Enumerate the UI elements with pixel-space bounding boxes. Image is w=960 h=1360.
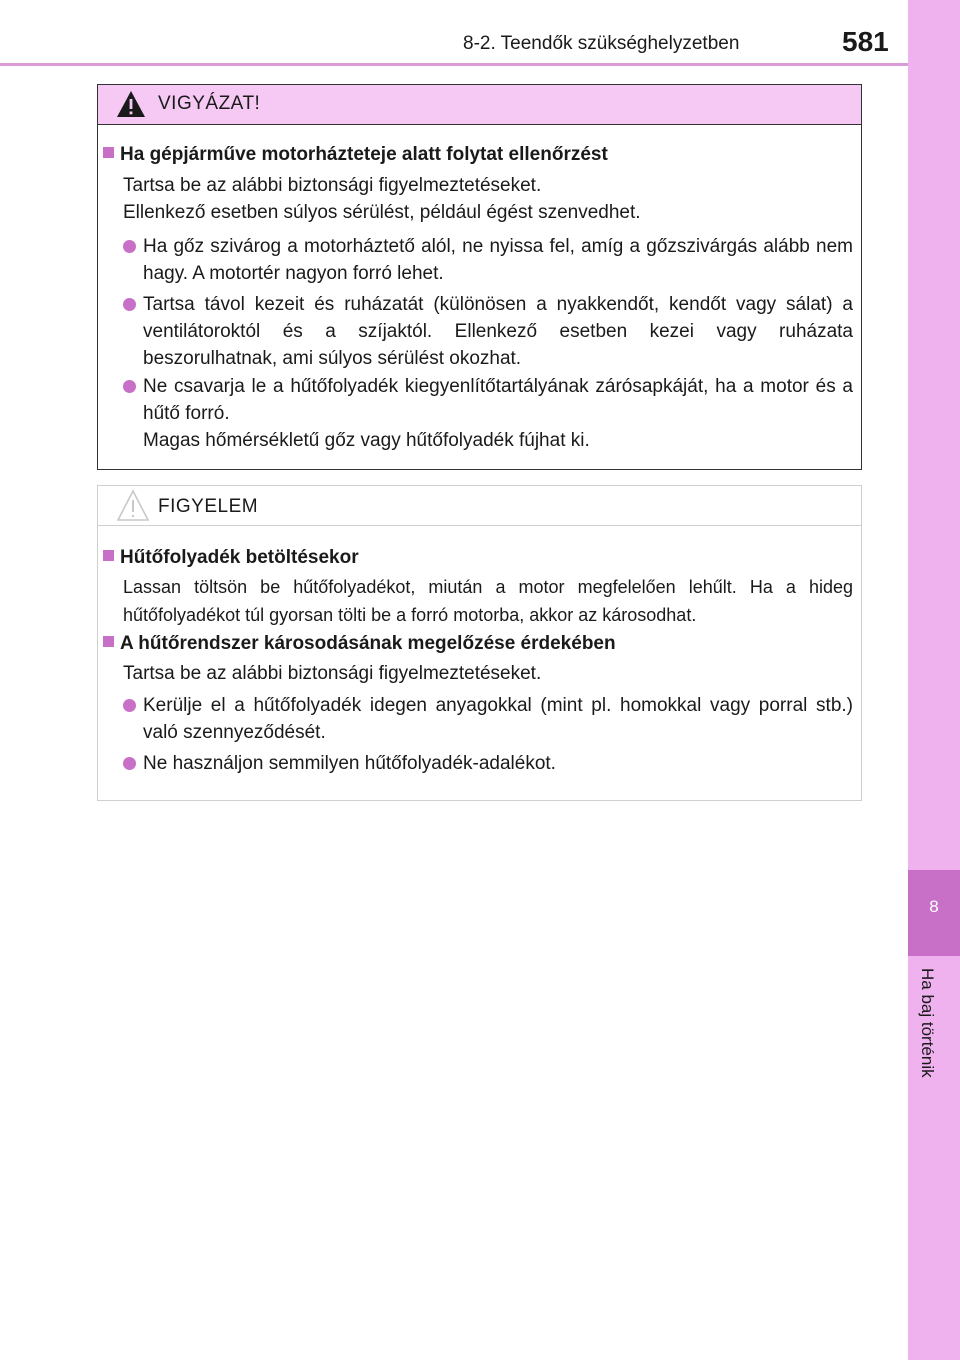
- round-bullet-icon: [123, 380, 136, 393]
- round-bullet-icon: [123, 298, 136, 311]
- notice-heading-1: Hűtőfolyadék betöltésekor: [103, 546, 359, 570]
- warning-triangle-icon: [116, 90, 146, 123]
- round-bullet-icon: [123, 757, 136, 770]
- notice-text-1: Lassan töltsön be hűtőfolyadékot, miután a motor megfelelően lehűlt. Ha a hideg hűtőfolyadékot túl gyorsan tölti be a forró motorba, akkor az károsodhat.: [123, 577, 853, 625]
- notice-title: FIGYELEM: [158, 496, 259, 517]
- notice-box: [97, 485, 862, 801]
- warning-bullet-2: Tartsa távol kezeit és ruházatát (különösen a nyakkendőt, kendőt vagy sálat) a ventilátoroktól és a szíjaktól. Ellenkező esetben kezei vagy ruházata beszorulhatnak, ami súlyos sérülést okozhat.: [123, 291, 853, 372]
- chapter-label: Ha baj történik: [918, 968, 937, 1078]
- warning-bullet-1: Ha gőz szivárog a motorháztető alól, ne nyissa fel, amíg a gőzszivárgás alább nem hagy. A motortér nagyon forró lehet.: [123, 233, 853, 287]
- notice-bullet-2: Ne használjon semmilyen hűtőfolyadék-adalékot.: [123, 750, 853, 777]
- notice-text-2: Tartsa be az alábbi biztonsági figyelmeztetéseket.: [123, 663, 542, 684]
- header-rule: [0, 63, 908, 66]
- warning-header: [98, 85, 861, 125]
- chapter-side-tab: [908, 0, 960, 1360]
- round-bullet-icon: [123, 240, 136, 253]
- section-title: 8-2. Teendők szükséghelyzetben: [463, 33, 740, 54]
- square-bullet-icon: [103, 636, 114, 647]
- caution-triangle-outline-icon: [116, 489, 150, 528]
- square-bullet-icon: [103, 147, 114, 158]
- warning-title: VIGYÁZAT!: [158, 93, 261, 114]
- notice-bullet-1: Kerülje el a hűtőfolyadék idegen anyagokkal (mint pl. homokkal vagy porral stb.) való szennyeződését.: [123, 692, 853, 746]
- notice-heading-2: A hűtőrendszer károsodásának megelőzése érdekében: [103, 632, 616, 656]
- warning-intro-line-1: Tartsa be az alábbi biztonsági figyelmeztetéseket.: [123, 175, 542, 196]
- warning-box: [97, 84, 862, 470]
- warning-intro-line-2: Ellenkező esetben súlyos sérülést, például égést szenvedhet.: [123, 202, 641, 223]
- round-bullet-icon: [123, 699, 136, 712]
- square-bullet-icon: [103, 550, 114, 561]
- page-number: 581: [842, 26, 889, 57]
- notice-header: [98, 486, 861, 526]
- chapter-number: 8: [929, 897, 939, 916]
- warning-bullet-3: Ne csavarja le a hűtőfolyadék kiegyenlítőtartályának zárósapkáját, ha a motor és a hűtő forró. Magas hőmérsékletű gőz vagy hűtőfolyadék fújhat ki.: [123, 373, 853, 454]
- warning-heading: Ha gépjárműve motorházteteje alatt folytat ellenőrzést: [103, 143, 608, 167]
